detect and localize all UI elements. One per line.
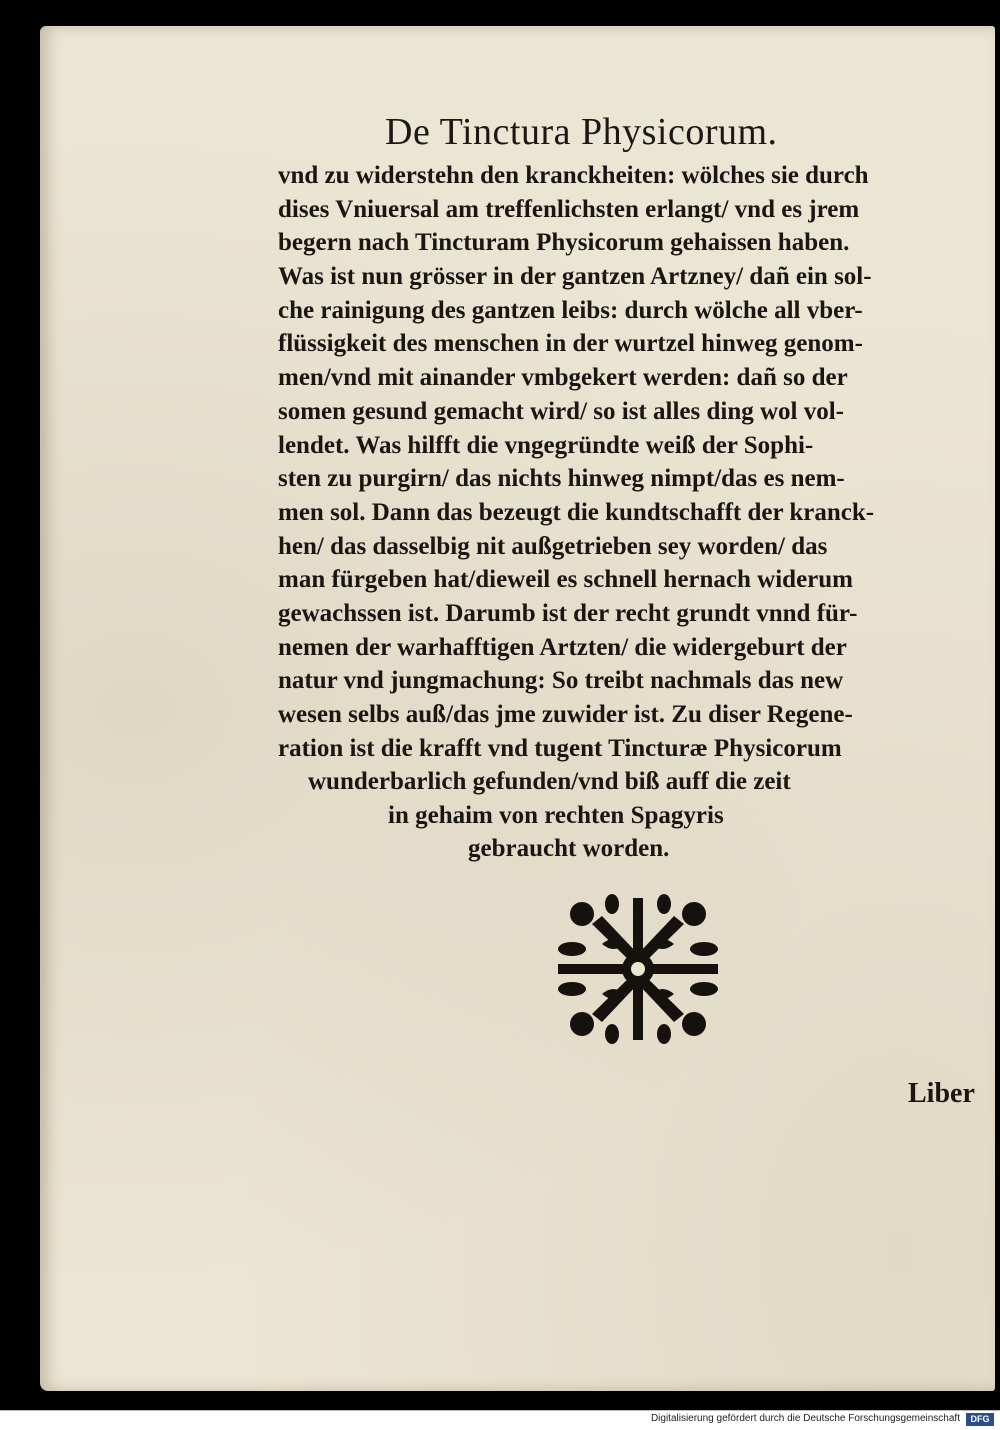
text-line: in gehaim von rechten Spagyris bbox=[388, 802, 724, 829]
text-line: men sol. Dann das bezeugt die kundtschafft der kranck- bbox=[278, 499, 875, 526]
text-line: wesen selbs auß/das jme zuwider ist. Zu diser Regene- bbox=[278, 701, 853, 728]
dfg-logo-icon: DFG bbox=[966, 1413, 994, 1426]
text-line: lendet. Was hilfft die vngegründte weiß der Sophi- bbox=[278, 432, 814, 459]
text-line: wunderbarlich gefunden/vnd biß auff die zeit bbox=[308, 768, 791, 795]
text-line: Was ist nun grösser in der gantzen Artzney/ dañ ein sol- bbox=[278, 263, 872, 290]
footer-bar bbox=[0, 1410, 1000, 1430]
text-line: che rainigung des gantzen leibs: durch wölche all vber- bbox=[278, 297, 863, 324]
text-line: ration ist die krafft vnd tugent Tincturæ Physicorum bbox=[278, 735, 842, 762]
book-page bbox=[40, 26, 995, 1391]
text-line: man fürgeben hat/dieweil es schnell hernach widerum bbox=[278, 566, 853, 593]
text-line: vnd zu widerstehn den kranckheiten: wölches sie durch bbox=[278, 162, 869, 189]
text-line: gebraucht worden. bbox=[468, 835, 670, 862]
text-line: flüssigkeit des menschen in der wurtzel hinweg genom- bbox=[278, 330, 863, 357]
running-title: De Tinctura Physicorum. bbox=[385, 111, 778, 153]
text-line: somen gesund gemacht wird/ so ist alles ding wol vol- bbox=[278, 398, 845, 425]
text-line: men/vnd mit ainander vmbgekert werden: dañ so der bbox=[278, 364, 848, 391]
text-line: dises Vniuersal am treffenlichsten erlangt/ vnd es jrem bbox=[278, 196, 860, 223]
text-line: nemen der warhafftigen Artzten/ die widergeburt der bbox=[278, 634, 847, 661]
funding-credit: Digitalisierung gefördert durch die Deutsche Forschungsgemeinschaft bbox=[650, 1413, 960, 1424]
text-line: hen/ das dasselbig nit außgetrieben sey worden/ das bbox=[278, 533, 828, 560]
catchword: Liber bbox=[908, 1078, 975, 1109]
text-line: begern nach Tincturam Physicorum gehaissen haben. bbox=[278, 229, 850, 256]
text-line: sten zu purgirn/ das nichts hinweg nimpt/das es nem- bbox=[278, 465, 845, 492]
text-line: natur vnd jungmachung: So treibt nachmals das new bbox=[278, 667, 844, 694]
floral-ornament-icon bbox=[552, 894, 724, 1044]
text-line: gewachssen ist. Darumb ist der recht grundt vnnd für- bbox=[278, 600, 858, 627]
